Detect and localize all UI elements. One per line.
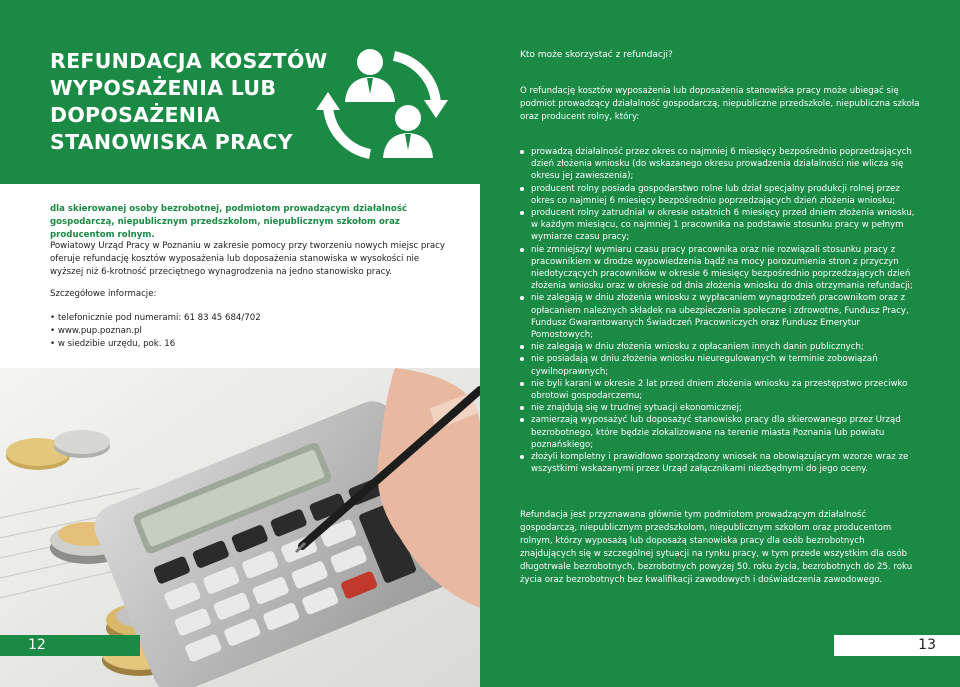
list-item: złożyli kompletny i prawidłowo sporządzony wniosek na obowiązującym wzorze wraz ze wszystkimi wskazanymi przez Urząd załącznikami niezbędnymi do jego oceny. xyxy=(520,451,920,475)
closing-paragraph: Refundacja jest przyznawana głównie tym podmiotom prowadzącym działalność gospodarczą, niepublicznym przedszkolom, niepublicznym szkołom oraz producentom rolnym, którzy wyposażą lub doposażą stanowiska pracy dla osób bezrobotnych znajdujących się w szczególnej sytuacji na rynku pracy, w tym przede wszystkim dla osób długotrwale bezrobotnych, bezrobotnych powyżej 50. roku życia, bezrobotnych do 25. roku życia oraz bezrobotnych bez kwalifikacji zawodowych i doświadczenia zawodowego. xyxy=(520,510,913,585)
list-item: zamierzają wyposażyć lub doposażyć stanowisko pracy dla skierowanego przez Urząd bezrobotnego, które będzie zlokalizowane na terenie miasta Poznania lub powiatu poznańskiego; xyxy=(520,414,920,451)
list-item: nie znajdują się w trudnej sytuacji ekonomicznej; xyxy=(520,402,920,414)
page-number-left: 12 xyxy=(0,635,140,656)
list-item: nie posiadają w dniu złożenia wniosku nieuregulowanych w terminie zobowiązań cywilnoprawnych; xyxy=(520,353,920,377)
page-number-right: 13 xyxy=(834,635,960,656)
conditions-list xyxy=(520,146,920,475)
contact-website[interactable]: • www.pup.poznan.pl xyxy=(50,325,261,338)
body-text: Powiatowy Urząd Pracy w Poznaniu w zakresie pomocy przy tworzeniu nowych miejsc pracy oferuje refundację kosztów wyposażenia lub doposażenia stanowiska w wysokości nie wyższej niż 6-krotność przeciętnego wynagrodzenia na jedno stanowisko pracy. xyxy=(50,241,445,277)
list-item: prowadzą działalność przez okres co najmniej 6 miesięcy bezpośrednio poprzedzających dzień złożenia wniosku (do wskazanego okresu prowadzenia działalności nie wlicza się okresu jej zawieszenia); xyxy=(520,146,920,183)
contact-office: • w siedzibie urzędu, pok. 16 xyxy=(50,338,261,351)
contact-list xyxy=(50,312,261,351)
list-item: producent rolny zatrudniał w okresie ostatnich 6 miesięcy przed dniem złożenia wniosku, w każdym miesiącu, co najmniej 1 pracownika na podstawie stosunku pracy w pełnym wymiarze czasu pracy; xyxy=(520,207,920,244)
people-exchange-icon xyxy=(312,44,452,166)
lead-text: dla skierowanej osoby bezrobotnej, podmiotom prowadzącym działalność gospodarczą, niepublicznym przedszkolom, niepublicznym szkołom oraz producentom rolnym. xyxy=(50,204,408,240)
info-heading: Szczegółowe informacje: xyxy=(50,289,157,299)
question-heading: Kto może skorzystać z refundacji? xyxy=(520,50,673,60)
list-item: nie zalegają w dniu złożenia wniosku z opłacaniem innych danin publicznych; xyxy=(520,341,920,353)
list-item: nie zmniejszył wymiaru czasu pracy pracownika oraz nie rozwiązali stosunku pracy z pracownikiem w drodze wypowiedzenia bądź na mocy porozumienia stron z przyczyn niedotyczących pracowników w okresie 6 miesięcy bezpośrednio poprzedzających dzień złożenia wniosku oraz w okresie od dnia złożenia wniosku do dnia otrzymania refundacji; xyxy=(520,244,920,293)
contact-phone: • telefonicznie pod numerami: 61 83 45 684/702 xyxy=(50,312,261,325)
list-item: nie zalegają w dniu złożenia wniosku z wypłacaniem wynagrodzeń pracownikom oraz z opłacaniem należnych składek na ubezpieczenia społeczne i zdrowotne, Fundusz Pracy, Fundusz Gwarantowanych Świadczeń Pracowniczych oraz Fundusz Emerytur Pomostowych; xyxy=(520,292,920,341)
intro-text: O refundację kosztów wyposażenia lub doposażenia stanowiska pracy może ubiegać się podmiot prowadzący działalność gospodarczą, niepubliczne przedszkole, niepubliczna szkoła oraz producent rolny, który: xyxy=(520,86,920,122)
list-item: nie byli karani w okresie 2 lat przed dniem złożenia wniosku za przestępstwo przeciwko obrotowi gospodarczemu; xyxy=(520,378,920,402)
list-item: producent rolny posiada gospodarstwo rolne lub dział specjalny produkcji rolnej przez okres co najmniej 6 miesięcy bezpośrednio poprzedzających dzień złożenia wniosku; xyxy=(520,183,920,207)
page-title: REFUNDACJA KOSZTÓW WYPOSAŻENIA LUB DOPOSAŻENIA STANOWISKA PRACY xyxy=(50,49,328,154)
